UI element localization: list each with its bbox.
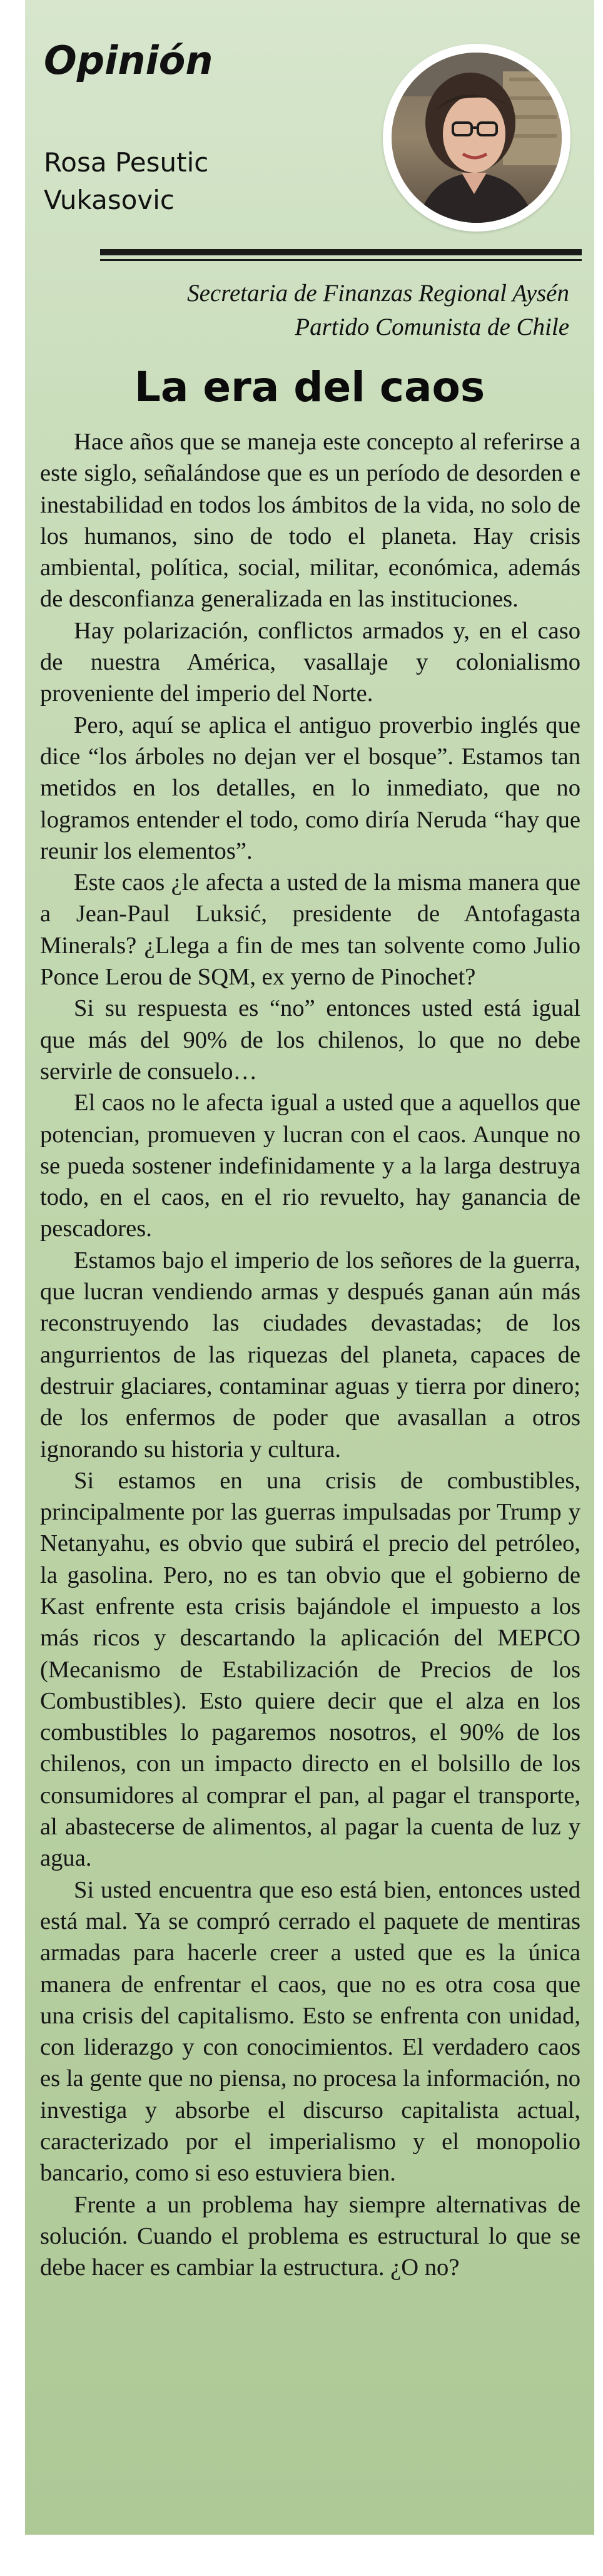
- paragraph: Si estamos en una crisis de combustibles, principalmente por las guerras impulsadas por Trump y Netanyahu, es obvio que subirá el precio del petróleo, la gasolina. Pero, no es tan obvio que el gobierno de Kast enfrente esta crisis bajándole el impuesto a los más ricos y descartando la aplicación del MEPCO (Mecanismo de Estabilización de Precios de los Combustibles). Esto quiere decir que el alza en los combustibles lo pagaremos nosotros, el 90% de los chilenos, con un impacto directo en el bolsillo de los consumidores al comprar el pan, al pagar el transporte, al abastecerse de alimentos, al pagar la cuenta de luz y agua.: [40, 1467, 580, 1872]
- paragraph: Hay polarización, conflictos armados y, en el caso de nuestra América, vasallaje y colonialismo proveniente del imperio del Norte.: [40, 617, 580, 707]
- paragraph: Si su respuesta es “no” entonces usted está igual que más del 90% de los chilenos, lo que no debe servirle de consuelo…: [40, 995, 580, 1085]
- article-title: La era del caos: [134, 363, 485, 411]
- paragraph: Este caos ¿le afecta a usted de la misma manera que a Jean-Paul Luksić, presidente de Antofagasta Minerals? ¿Llega a fin de mes tan solvente como Julio Ponce Lerou de SQM, ex yerno de Pinochet?: [40, 869, 580, 991]
- author-last-name: Vukasovic: [44, 185, 175, 215]
- affiliation-role: Secretaria de Finanzas Regional Aysén: [187, 280, 569, 307]
- section-label: Opinión: [44, 38, 213, 83]
- author-avatar: [383, 44, 570, 232]
- paragraph: Hace años que se maneja este concepto al referirse a este siglo, señalándose que es un período de desorden e inestabilidad en todos los ámbitos de la vida, no solo de los humanos, sino de todo el planeta. Hay crisis ambiental, política, social, militar, económica, además de desconfianza generalizada en las instituciones.: [40, 429, 580, 613]
- paragraph: El caos no le afecta igual a usted que a aquellos que potencian, promueven y lucran con el caos. Aunque no se pueda sostener indefinidamente y a la larga destruya todo, en el caos, en el rio revuelto, hay ganancia de pescadores.: [40, 1090, 580, 1242]
- article-body: [25, 426, 594, 2284]
- paragraph: Pero, aquí se aplica el antiguo proverbio inglés que dice “los árboles no dejan ver el bosque”. Estamos tan metidos en los detalles, en lo inmediato, que no logramos entender el todo, como diría Neruda “hay que reunir los elementos”.: [40, 712, 580, 864]
- author-first-name: Rosa Pesutic: [44, 147, 209, 178]
- author-name: [44, 144, 208, 219]
- affiliation-party: Partido Comunista de Chile: [295, 314, 569, 340]
- paragraph: Si usted encuentra que eso está bien, entonces usted está mal. Ya se compró cerrado el paquete de mentiras armadas para hacerle creer a usted que es la única manera de enfrentar el caos, que no es otra cosa que una crisis del capitalismo. Esto se enfrenta con unidad, con liderazgo y con conocimientos. El verdadero caos es la gente que no piensa, no procesa la información, no investiga y absorbe el discurso capitalista actual, caracterizado por el imperialismo y el monopolio bancario, como si eso estuviera bien.: [40, 1876, 580, 2187]
- header-rule-thin: [100, 259, 582, 261]
- column-header: [25, 0, 594, 250]
- author-affiliation: [25, 277, 594, 344]
- opinion-column: [25, 0, 594, 2535]
- author-photo: [392, 53, 562, 223]
- paragraph: Estamos bajo el imperio de los señores de la guerra, que lucran vendiendo armas y después ganan aún más reconstruyendo las ciudades devastadas; de los angurrientos de las riquezas del planeta, capaces de destruir glaciares, contaminar aguas y tierra por dinero; de los enfermos de poder que avasallan a otros ignorando su historia y cultura.: [40, 1247, 580, 1463]
- paragraph: Frente a un problema hay siempre alternativas de solución. Cuando el problema es estructural lo que se debe hacer es cambiar la estructura. ¿O no?: [40, 2191, 580, 2281]
- header-rule: [100, 249, 582, 255]
